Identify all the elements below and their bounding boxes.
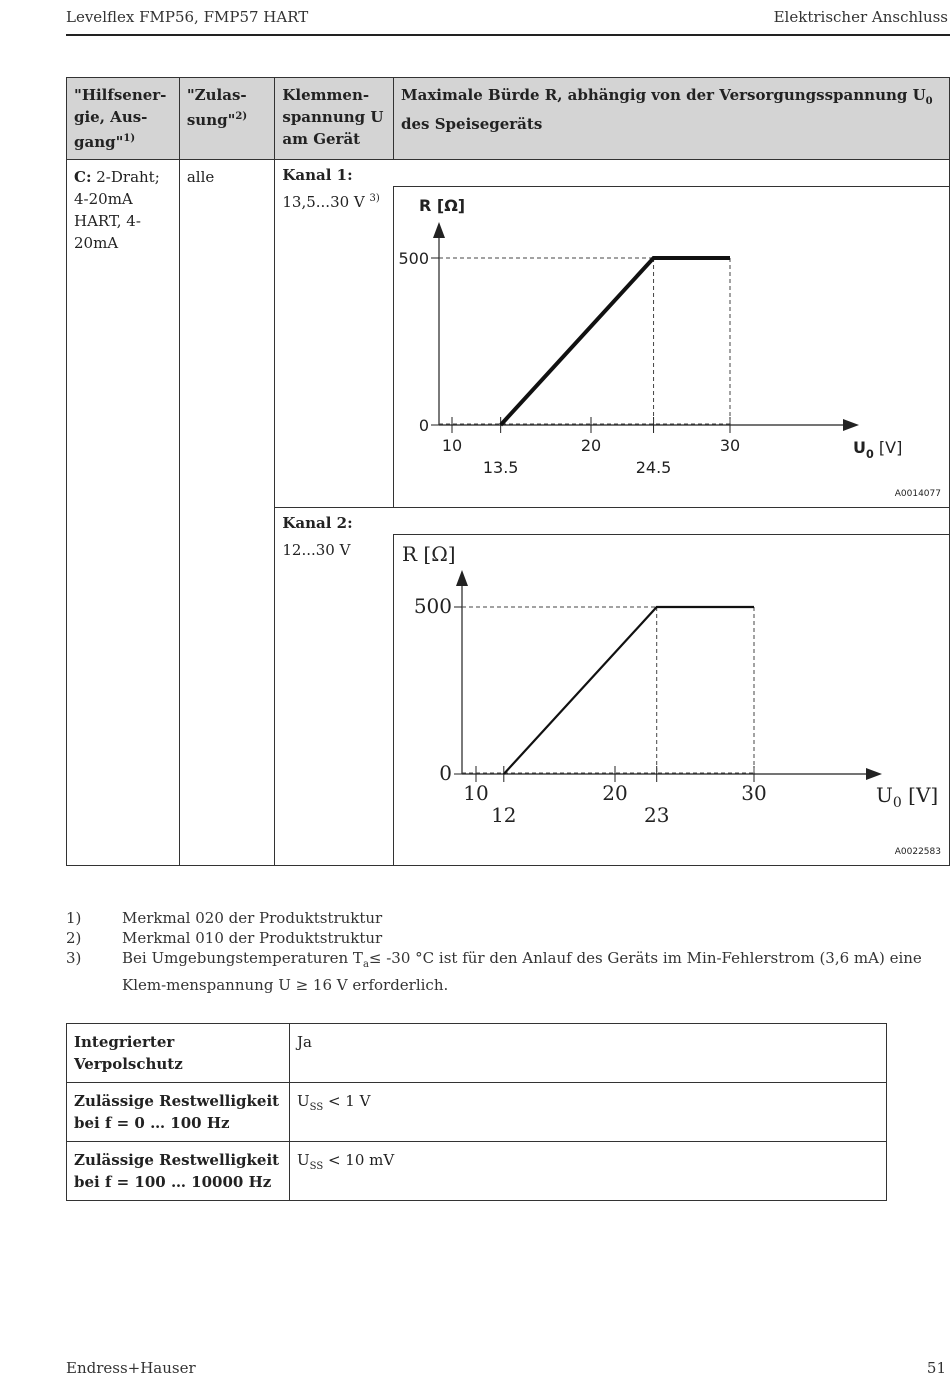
ripple-value-a: U [297,1092,310,1110]
footnote-3-sub: a [362,959,369,970]
footnote-ref-1: 1) [123,133,136,144]
col-header-max-load-end: des Speisegeräts [401,115,543,133]
x-marker-label: 23 [643,803,670,827]
approval-cell: alle [179,160,275,866]
ripple-value-sub: SS [309,1161,324,1172]
ripple-value [290,1024,887,1083]
col-header-terminal-voltage: Klemmen-spannung U am Gerät [275,78,394,160]
header-rule [66,34,950,36]
ripple-value-a: U [297,1151,310,1169]
ripple-key: Zulässige Restwelligkeit bei f = 0 … 100 Hz [67,1083,290,1142]
y-tick-label: 0 [418,416,429,435]
ripple-key: Integrierter Verpolschutz [67,1024,290,1083]
output-code: C: [74,168,92,186]
kanal1-figure-id: A0014077 [894,489,941,499]
kanal2-label: Kanal 2: [275,508,950,535]
header-product: Levelflex FMP56, FMP57 HART [66,8,309,26]
footnote-1-num: 1) [66,909,82,927]
y-axis-label: R [Ω] [402,542,456,566]
x-tick-label: 20 [580,436,602,455]
kanal2-figure-id: A0022583 [894,847,941,857]
output-text: 2-Draht; 4-20mA HART, 4-20mA [74,168,160,252]
x-marker-label: 13.5 [482,458,519,477]
col-header-max-load [394,78,950,160]
ripple-value [290,1083,887,1142]
kanal2-load-chart [394,535,949,865]
footnote-2-num: 2) [66,929,82,947]
col-header-max-load-text: Maximale Bürde R, abhängig von der Versorgungsspannung U [401,86,926,104]
footnote-2-text: Merkmal 010 der Produktstruktur [122,929,383,947]
kanal2-graph-cell [394,535,950,866]
ripple-row [67,1024,887,1083]
kanal2-voltage: 12...30 V [275,535,394,866]
x-marker-label: 12 [491,803,517,827]
x-axis-arrow [866,768,882,780]
kanal1-voltage [275,187,394,508]
x-axis-label: $U_0$ [V] [853,438,903,461]
y-tick-label: 0 [439,761,452,785]
y-axis-arrow [433,222,445,238]
footnote-3-text-a: Bei Umgebungstemperaturen T [122,949,363,967]
x-axis-label: $U_0$ [V] [876,783,939,811]
y-tick-label: 500 [413,594,452,618]
ripple-value-b: < 1 V [323,1092,371,1110]
y-axis-label: R [Ω] [419,196,466,215]
ripple-table [66,1023,887,1201]
x-tick-label: 10 [463,781,489,805]
x-tick-label: 20 [602,781,628,805]
footer-brand: Endress+Hauser [66,1359,196,1377]
x-tick-label: 30 [719,436,741,455]
x-tick-label: 10 [441,436,463,455]
col-header-approval [179,78,275,160]
col-header-power-output [67,78,180,160]
col-header-max-load-sub: 0 [925,96,933,107]
footnote-3-text-b: ≤ -30 °C ist für den Anlauf des Geräts im Min-Fehlerstrom (3,6 mA) eine Klem-menspannung U ≥ 16 V erforderlich. [122,949,922,994]
kanal1-voltage-text: 13,5...30 V [282,192,365,211]
y-tick-label: 500 [398,249,429,268]
footnote-3-text [122,948,942,995]
footnote-1-text: Merkmal 020 der Produktstruktur [122,909,383,927]
x-marker-label: 24.5 [635,458,672,477]
footnote-3-num: 3) [66,949,82,967]
x-axis-arrow [843,419,859,431]
kanal1-graph-cell [394,187,950,508]
header-section: Elektrischer Anschluss [773,8,948,26]
ripple-value [290,1142,887,1201]
footnote-ref-2: 2) [235,111,248,122]
load-curve [501,258,730,425]
load-table [66,77,950,866]
y-axis-arrow [456,570,468,586]
kanal1-label-row [67,160,950,187]
kanal1-load-chart [394,187,949,507]
output-cell [67,160,180,866]
ripple-value-a: Ja [297,1033,312,1051]
footnote-ref-3: 3) [369,192,380,204]
page-number: 51 [926,1359,946,1377]
ripple-value-sub: SS [309,1102,324,1113]
ripple-value-b: < 10 mV [323,1151,395,1169]
load-table-header-row [67,78,950,160]
col-header-approval-text: "Zulas-sung" [186,86,247,129]
col-header-power-output-text: "Hilfsener-gie, Aus-gang" [74,86,167,151]
ripple-row [67,1083,887,1142]
ripple-row [67,1142,887,1201]
kanal1-label: Kanal 1: [275,160,950,187]
load-curve [504,607,754,774]
ripple-key: Zulässige Restwelligkeit bei f = 100 … 10000 Hz [67,1142,290,1201]
x-tick-label: 30 [741,781,767,805]
